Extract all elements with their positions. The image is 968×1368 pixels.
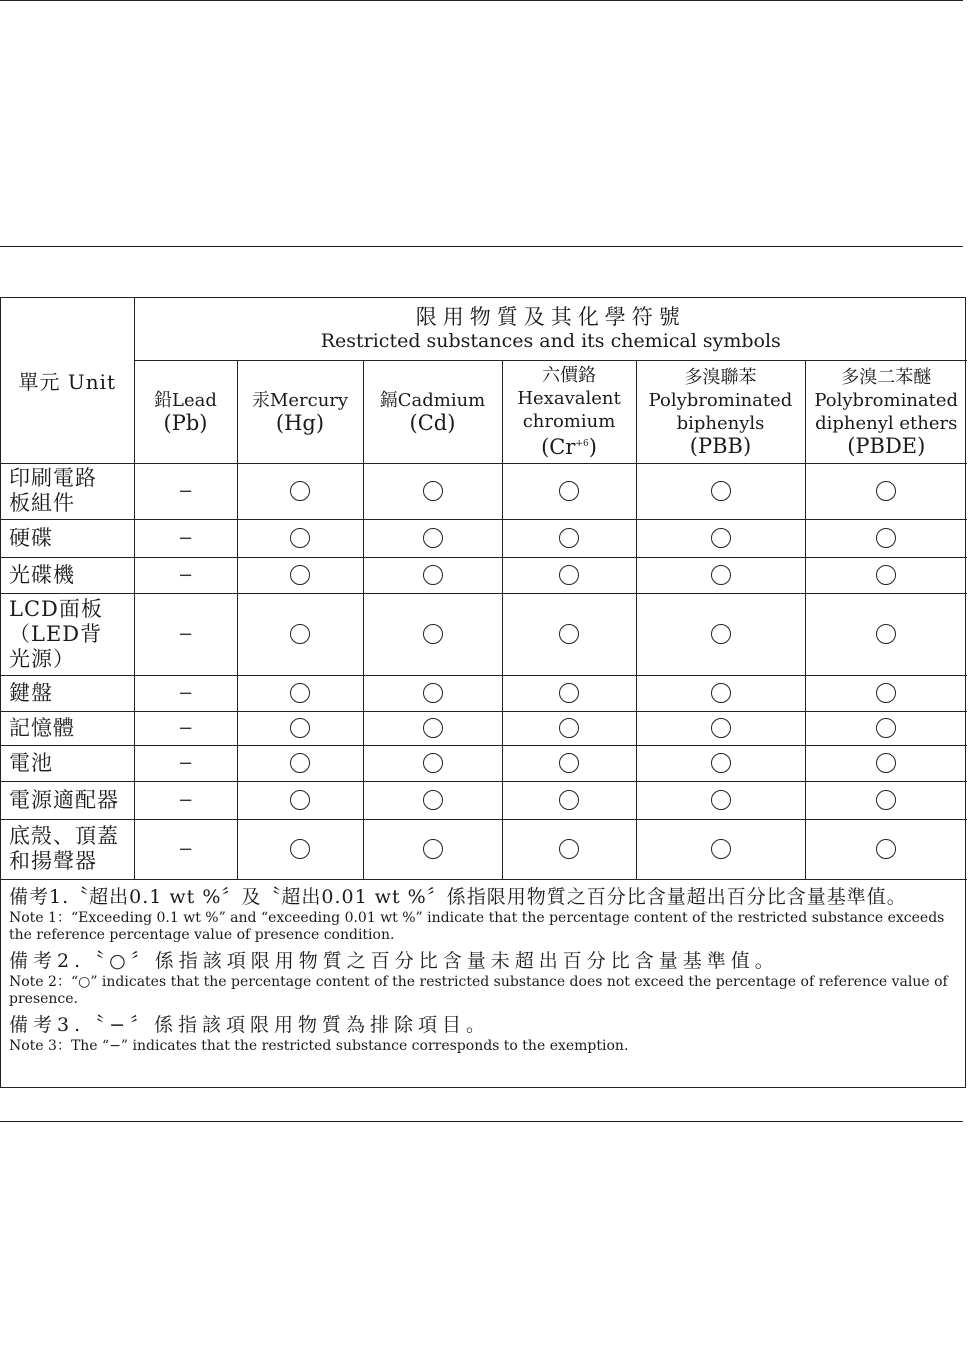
table-row	[1, 745, 967, 781]
circle-mark-icon	[876, 683, 896, 703]
compliance-cell	[363, 519, 502, 557]
substance-header	[636, 360, 805, 463]
top-rule	[0, 0, 963, 1]
substance-name-line: Polybrominated	[814, 389, 959, 411]
component-label	[1, 463, 134, 519]
compliance-cell	[363, 711, 502, 745]
table-row	[1, 519, 967, 557]
component-label-line: LCD面板	[9, 596, 103, 621]
compliance-cell	[805, 593, 967, 675]
component-label-line: 硬碟	[9, 525, 53, 550]
compliance-cell	[363, 593, 502, 675]
table-row	[1, 593, 967, 675]
unit-header: 單元 Unit	[1, 298, 134, 463]
dash-mark: −	[177, 480, 194, 502]
compliance-cell	[363, 819, 502, 879]
circle-mark-icon	[423, 718, 443, 738]
circle-mark-icon	[423, 481, 443, 501]
note-1-zh: 備考1.〝超出0.1 wt %〞及〝超出0.01 wt %〞係指限用物質之百分比含量超出百分比含量基準值。	[9, 886, 907, 908]
compliance-cell	[636, 557, 805, 593]
substance-header	[363, 360, 502, 463]
component-label-line: 鍵盤	[9, 680, 53, 705]
table-title-zh: 限用物質及其化學符號	[415, 304, 686, 329]
component-label-line: 印刷電路	[9, 466, 97, 490]
circle-mark-icon	[290, 624, 310, 644]
circle-mark-icon	[711, 839, 731, 859]
substance-name-line: Polybrominated	[648, 389, 793, 411]
component-label	[1, 781, 134, 819]
substance-name-line: 鎘Cadmium	[379, 389, 486, 411]
compliance-cell	[363, 745, 502, 781]
compliance-cell	[237, 819, 363, 879]
table-row	[1, 557, 967, 593]
circle-mark-icon	[290, 565, 310, 585]
compliance-cell	[805, 745, 967, 781]
component-label-line: 電源適配器	[9, 787, 119, 812]
circle-mark-icon	[876, 839, 896, 859]
compliance-cell	[237, 519, 363, 557]
compliance-cell	[805, 463, 967, 519]
circle-mark-icon	[559, 839, 579, 859]
substance-name-line: Hexavalent	[517, 388, 621, 409]
substance-name-line: 多溴聯苯	[684, 366, 757, 388]
exemption-cell	[134, 675, 237, 711]
substance-symbol: $(Cr^{+6})$	[541, 435, 597, 459]
compliance-cell	[502, 711, 636, 745]
dash-mark: −	[177, 838, 194, 860]
substance-symbol: (PBDE)	[847, 433, 926, 458]
circle-mark-icon	[876, 790, 896, 810]
circle-mark-icon	[559, 753, 579, 773]
substance-name-line: 汞Mercury	[251, 389, 349, 411]
circle-mark-icon	[876, 528, 896, 548]
exemption-cell	[134, 519, 237, 557]
compliance-cell	[237, 675, 363, 711]
compliance-cell	[636, 819, 805, 879]
component-label	[1, 675, 134, 711]
notes-section	[9, 884, 959, 1059]
compliance-cell	[502, 781, 636, 819]
substance-header	[237, 360, 363, 463]
compliance-cell	[363, 675, 502, 711]
circle-mark-icon	[423, 839, 443, 859]
dash-mark: −	[177, 564, 194, 586]
circle-mark-icon	[711, 624, 731, 644]
compliance-cell	[502, 463, 636, 519]
circle-mark-icon	[711, 683, 731, 703]
compliance-cell	[502, 675, 636, 711]
compliance-cell	[636, 745, 805, 781]
component-label-line: （LED背	[9, 621, 103, 646]
substance-symbol: (Hg)	[275, 410, 325, 435]
note-2-en: Note 2：“○” indicates that the percentage content of the restricted substance does not exceed the percentage of reference value of presence.	[9, 974, 948, 1007]
table-row	[1, 463, 967, 519]
circle-mark-icon	[290, 718, 310, 738]
circle-mark-icon	[711, 528, 731, 548]
circle-mark-icon	[423, 528, 443, 548]
circle-mark-icon	[711, 481, 731, 501]
dash-mark: −	[177, 789, 194, 811]
rohs-declaration-frame	[0, 297, 966, 1088]
circle-mark-icon	[290, 839, 310, 859]
circle-mark-icon	[423, 565, 443, 585]
dash-mark: −	[177, 527, 194, 549]
note-2-zh: 備考2.〝○〞係指該項限用物質之百分比含量未超出百分比含量基準值。	[9, 950, 779, 972]
component-label-line: 光源）	[9, 646, 75, 671]
table-row	[1, 819, 967, 879]
compliance-cell	[805, 781, 967, 819]
compliance-cell	[237, 781, 363, 819]
table-row	[1, 675, 967, 711]
note-1-en: Note 1：“Exceeding 0.1 wt %” and “exceeding 0.01 wt %” indicate that the percentage content of the restricted substance exceeds the reference percentage value of presence condition.	[9, 910, 945, 943]
compliance-cell	[502, 519, 636, 557]
table-row	[1, 781, 967, 819]
exemption-cell	[134, 463, 237, 519]
component-label-line: 光碟機	[9, 562, 75, 587]
compliance-cell	[805, 519, 967, 557]
compliance-cell	[805, 675, 967, 711]
circle-mark-icon	[559, 624, 579, 644]
circle-mark-icon	[423, 753, 443, 773]
compliance-cell	[805, 819, 967, 879]
compliance-cell	[502, 557, 636, 593]
substance-name-line: diphenyl ethers	[815, 412, 958, 434]
table-row	[1, 711, 967, 745]
bottom-rule	[0, 1121, 963, 1122]
substance-name-line: chromium	[522, 411, 616, 432]
circle-mark-icon	[423, 790, 443, 810]
dash-mark: −	[177, 717, 194, 739]
exemption-cell	[134, 711, 237, 745]
compliance-cell	[636, 519, 805, 557]
compliance-cell	[363, 463, 502, 519]
circle-mark-icon	[290, 481, 310, 501]
circle-mark-icon	[876, 565, 896, 585]
component-label-line: 電池	[9, 750, 53, 775]
component-label	[1, 593, 134, 675]
substance-name-line: 鉛Lead	[154, 389, 217, 411]
substance-header	[502, 360, 636, 463]
circle-mark-icon	[711, 565, 731, 585]
circle-mark-icon	[290, 528, 310, 548]
circle-mark-icon	[876, 624, 896, 644]
component-label-line: 板組件	[9, 491, 75, 515]
component-label	[1, 745, 134, 781]
compliance-cell	[805, 711, 967, 745]
compliance-cell	[363, 557, 502, 593]
exemption-cell	[134, 745, 237, 781]
exemption-cell	[134, 781, 237, 819]
substance-name-line: 多溴二苯醚	[841, 366, 932, 388]
component-label	[1, 557, 134, 593]
component-label	[1, 711, 134, 745]
table-title-en: Restricted substances and its chemical symbols	[320, 329, 781, 352]
substance-header	[134, 360, 237, 463]
compliance-cell	[237, 745, 363, 781]
symbol-superscript: +6	[575, 439, 589, 449]
circle-mark-icon	[559, 565, 579, 585]
substance-header	[805, 360, 967, 463]
circle-mark-icon	[876, 481, 896, 501]
component-label	[1, 819, 134, 879]
circle-mark-icon	[711, 790, 731, 810]
substance-name-line: 六價鉻	[542, 365, 596, 386]
compliance-cell	[636, 463, 805, 519]
circle-mark-icon	[423, 624, 443, 644]
restricted-substances-table	[1, 298, 967, 880]
compliance-cell	[636, 711, 805, 745]
table-title-row	[1, 298, 967, 360]
substance-symbol: (Pb)	[163, 410, 208, 435]
component-label	[1, 519, 134, 557]
substance-symbol: (PBB)	[689, 433, 752, 458]
compliance-cell	[636, 593, 805, 675]
component-label-line: 記憶體	[9, 715, 75, 740]
circle-mark-icon	[559, 481, 579, 501]
circle-mark-icon	[423, 683, 443, 703]
component-label-line: 底殼、頂蓋	[9, 824, 119, 848]
circle-mark-icon	[876, 753, 896, 773]
exemption-cell	[134, 557, 237, 593]
note-3-zh: 備考3.〝−〞係指該項限用物質為排除項目。	[9, 1014, 491, 1036]
exemption-cell	[134, 593, 237, 675]
compliance-cell	[237, 557, 363, 593]
substance-name-line: biphenyls	[676, 412, 765, 434]
compliance-cell	[502, 819, 636, 879]
compliance-cell	[502, 745, 636, 781]
dash-mark: −	[177, 623, 194, 645]
circle-mark-icon	[559, 790, 579, 810]
compliance-cell	[805, 557, 967, 593]
compliance-cell	[636, 781, 805, 819]
compliance-cell	[237, 711, 363, 745]
exemption-cell	[134, 819, 237, 879]
circle-mark-icon	[290, 683, 310, 703]
circle-mark-icon	[559, 528, 579, 548]
table-title	[134, 298, 967, 360]
circle-mark-icon	[559, 683, 579, 703]
circle-mark-icon	[290, 790, 310, 810]
circle-mark-icon	[876, 718, 896, 738]
dash-mark: −	[177, 752, 194, 774]
dash-mark: −	[177, 682, 194, 704]
note-3-en: Note 3：The “−” indicates that the restricted substance corresponds to the exemption.	[9, 1038, 629, 1054]
section-divider	[0, 246, 963, 247]
circle-mark-icon	[711, 753, 731, 773]
circle-mark-icon	[711, 718, 731, 738]
circle-mark-icon	[559, 718, 579, 738]
compliance-cell	[237, 593, 363, 675]
compliance-cell	[363, 781, 502, 819]
substance-symbol: (Cd)	[409, 410, 456, 435]
compliance-cell	[636, 675, 805, 711]
substance-header-row	[1, 360, 967, 463]
compliance-cell	[237, 463, 363, 519]
component-label-line: 和揚聲器	[9, 849, 97, 873]
compliance-cell	[502, 593, 636, 675]
circle-mark-icon	[290, 753, 310, 773]
